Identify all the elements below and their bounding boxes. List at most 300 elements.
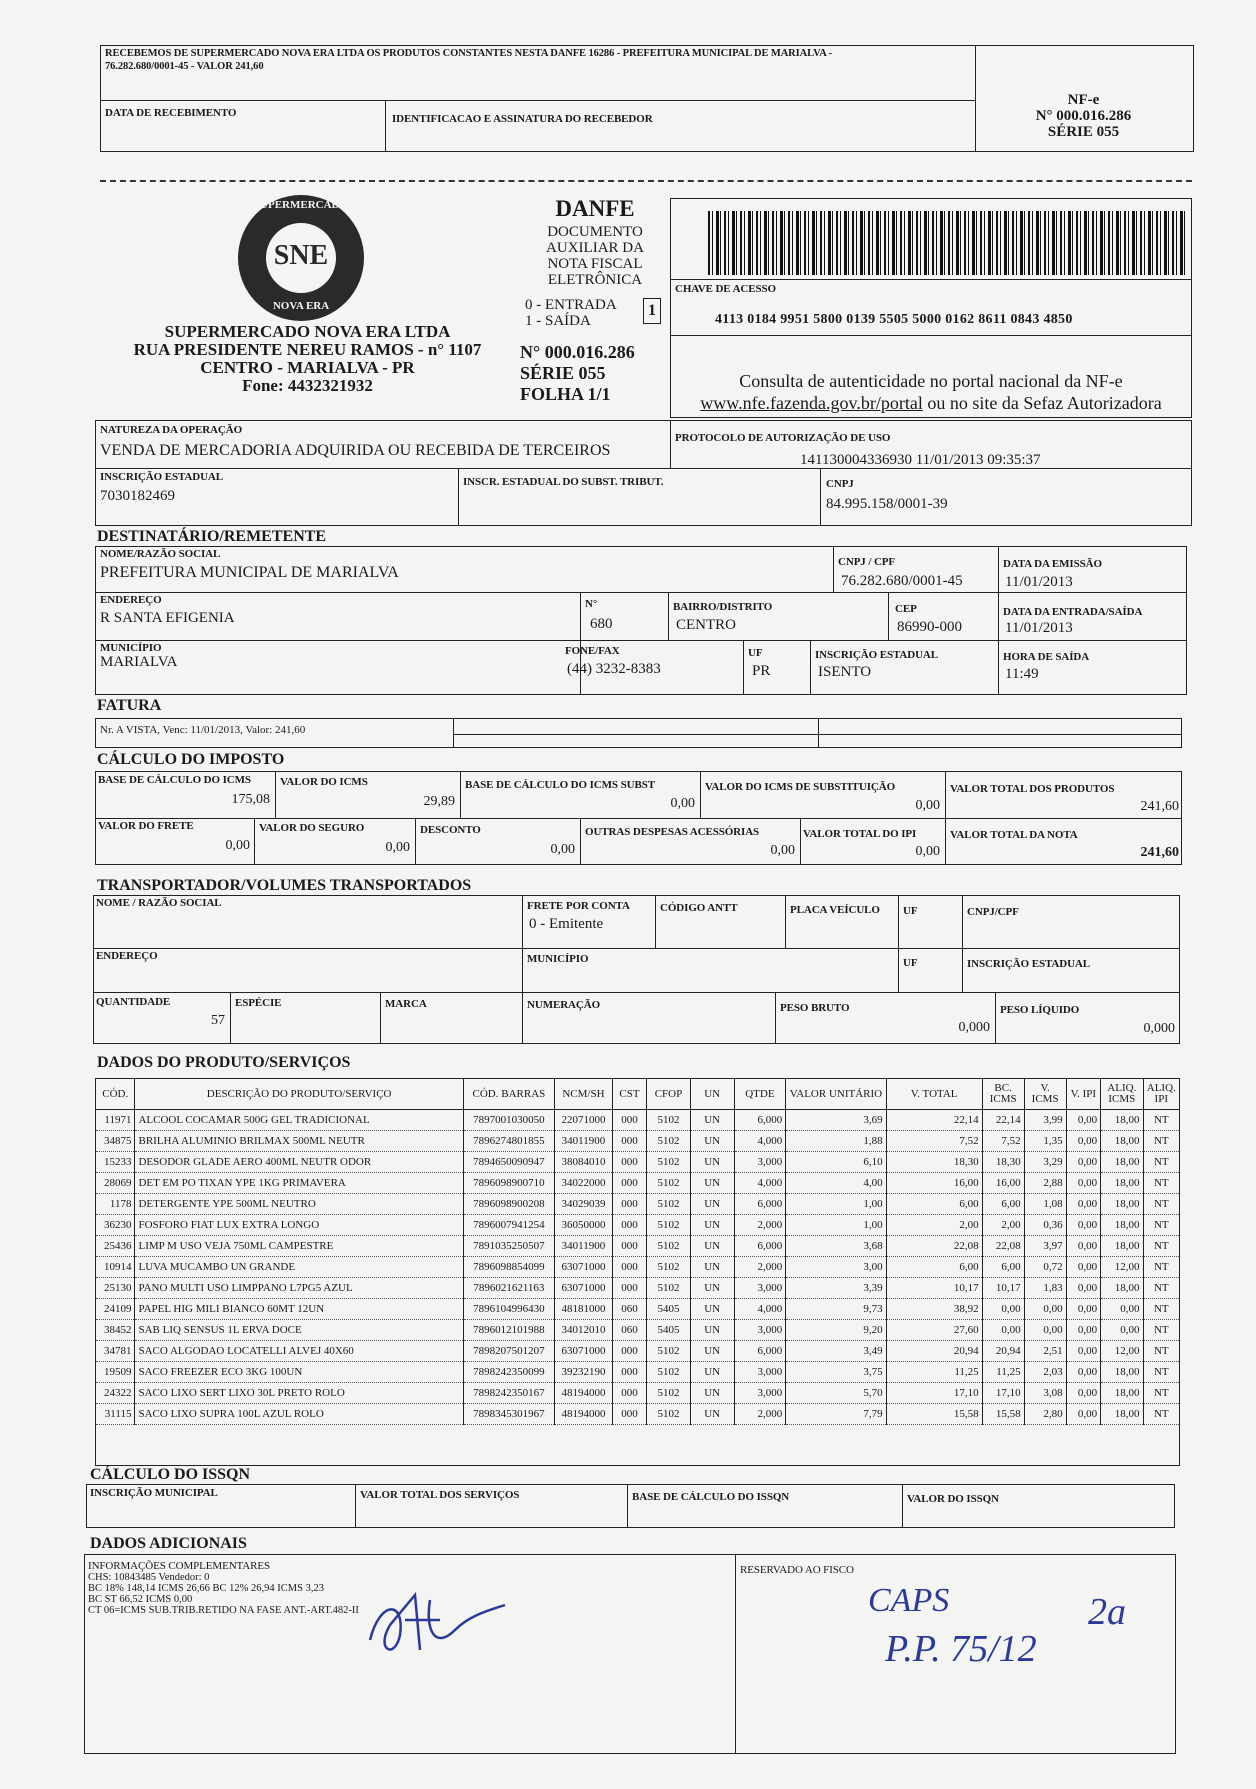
carrier-uf-label: UF	[903, 905, 918, 917]
species-label: ESPÉCIE	[235, 997, 282, 1009]
danfe-subtitle-1: DOCUMENTO	[547, 224, 643, 240]
table-cell: 0,00	[1066, 1131, 1101, 1152]
table-cell: 22,08	[982, 1236, 1024, 1257]
table-cell: UN	[690, 1194, 734, 1215]
table-row	[96, 1236, 1180, 1257]
barcode-image	[708, 211, 1186, 275]
recipient-number-label: N°	[585, 598, 598, 610]
table-cell: 38,92	[886, 1299, 982, 1320]
table-cell: 18,00	[1101, 1362, 1143, 1383]
table-cell: 15,58	[982, 1404, 1024, 1425]
handwritten-note-3: 2a	[1088, 1591, 1126, 1633]
plate-label: PLACA VEÍCULO	[790, 904, 880, 916]
complementary-line-4: CT 06=ICMS SUB.TRIB.RETIDO NA FASE ANT.-ART.482-II	[88, 1605, 359, 1616]
invoice-text: Nr. A VISTA, Venc: 11/01/2013, Valor: 241,60	[100, 724, 306, 736]
table-cell: 3,75	[786, 1362, 886, 1383]
icms-st-value: 0,00	[915, 798, 940, 813]
signature-image	[360, 1580, 510, 1670]
table-cell: 7896007941254	[463, 1215, 554, 1236]
table-cell: NT	[1143, 1278, 1179, 1299]
ie-value: 7030182469	[100, 488, 175, 504]
table-cell: 7896274801855	[463, 1131, 554, 1152]
table-cell: 5102	[647, 1194, 691, 1215]
table-cell: SACO LIXO SERT LIXO 30L PRETO ROLO	[135, 1383, 463, 1404]
quantity-value: 57	[211, 1013, 225, 1028]
fisco-reserved-label: RESERVADO AO FISCO	[740, 1564, 854, 1576]
table-cell: 0,00	[1066, 1383, 1101, 1404]
base-st-value: 0,00	[670, 796, 695, 811]
emitter-city: CENTRO - MARIALVA - PR	[200, 358, 415, 377]
table-cell: 3,000	[734, 1362, 786, 1383]
recipient-ie-label: INSCRIÇÃO ESTADUAL	[815, 649, 938, 661]
table-cell: NT	[1143, 1320, 1179, 1341]
table-cell: NT	[1143, 1215, 1179, 1236]
recipient-cnpj: 76.282.680/0001-45	[841, 573, 963, 589]
danfe-type-box: 1	[643, 298, 661, 324]
table-cell: UN	[690, 1215, 734, 1236]
table-cell: 15,58	[886, 1404, 982, 1425]
table-cell: 6,000	[734, 1341, 786, 1362]
net-weight-label: PESO LÍQUIDO	[1000, 1004, 1080, 1016]
table-cell: 48181000	[554, 1299, 612, 1320]
ipi-value: 0,00	[915, 844, 940, 859]
table-cell: DESODOR GLADE AERO 400ML NEUTR ODOR	[135, 1152, 463, 1173]
table-cell: NT	[1143, 1299, 1179, 1320]
table-cell: NT	[1143, 1236, 1179, 1257]
table-cell: 2,000	[734, 1215, 786, 1236]
complementary-line-1: CHS: 10843485 Vendedor: 0	[88, 1572, 210, 1583]
table-row	[96, 1131, 1180, 1152]
other-expenses-label: OUTRAS DESPESAS ACESSÓRIAS	[585, 826, 760, 838]
gross-weight-label: PESO BRUTO	[780, 1002, 850, 1014]
total-note-value: 241,60	[1140, 845, 1179, 860]
table-cell: 5102	[647, 1236, 691, 1257]
access-key-value: 4113 0184 9951 5800 0139 5505 5000 0162 8611 0843 4850	[715, 312, 1073, 327]
table-cell: 34781	[96, 1341, 135, 1362]
products-header-cell: DESCRIÇÃO DO PRODUTO/SERVIÇO	[135, 1079, 463, 1110]
table-cell: 18,00	[1101, 1194, 1143, 1215]
table-cell: 3,99	[1024, 1110, 1066, 1131]
table-cell: 5102	[647, 1173, 691, 1194]
table-cell: 7891035250507	[463, 1236, 554, 1257]
table-cell: 7894650090947	[463, 1152, 554, 1173]
table-cell: 34022000	[554, 1173, 612, 1194]
table-cell: 1178	[96, 1194, 135, 1215]
portal-link[interactable]: www.nfe.fazenda.gov.br/portal	[700, 393, 923, 413]
table-cell: PAPEL HIG MILI BIANCO 60MT 12UN	[135, 1299, 463, 1320]
table-cell: 18,00	[1101, 1278, 1143, 1299]
other-expenses-value: 0,00	[770, 843, 795, 858]
table-cell: BRILHA ALUMINIO BRILMAX 500ML NEUTR	[135, 1131, 463, 1152]
transport-section-title: TRANSPORTADOR/VOLUMES TRANSPORTADOS	[97, 877, 472, 894]
danfe-saida: 1 - SAÍDA	[525, 313, 591, 329]
table-cell: NT	[1143, 1362, 1179, 1383]
antt-label: CÓDIGO ANTT	[660, 902, 738, 914]
icms-value: 29,89	[423, 794, 455, 809]
table-cell: 25436	[96, 1236, 135, 1257]
recipient-ie: ISENTO	[818, 664, 872, 680]
table-cell: 7896098900710	[463, 1173, 554, 1194]
table-cell: 000	[612, 1362, 646, 1383]
table-cell: 19509	[96, 1362, 135, 1383]
table-cell: 3,29	[1024, 1152, 1066, 1173]
table-cell: 38452	[96, 1320, 135, 1341]
insurance-label: VALOR DO SEGURO	[259, 822, 365, 834]
table-cell: 0,00	[1066, 1194, 1101, 1215]
table-cell: 2,00	[886, 1215, 982, 1236]
danfe-serie: SÉRIE 055	[520, 363, 606, 383]
table-cell: 36050000	[554, 1215, 612, 1236]
table-cell: 10914	[96, 1257, 135, 1278]
products-header-cell: ALIQ. ICMS	[1101, 1079, 1143, 1110]
table-row	[96, 1194, 1180, 1215]
receipt-date-label: DATA DE RECEBIMENTO	[105, 107, 237, 119]
table-cell: 7896104996430	[463, 1299, 554, 1320]
table-cell: 5102	[647, 1152, 691, 1173]
table-cell: 0,00	[1066, 1404, 1101, 1425]
table-row	[96, 1215, 1180, 1236]
table-cell: 10,17	[886, 1278, 982, 1299]
table-cell: 0,00	[1066, 1362, 1101, 1383]
table-cell: 18,30	[886, 1152, 982, 1173]
recipient-cep-label: CEP	[895, 603, 917, 615]
table-cell: 3,000	[734, 1383, 786, 1404]
recipient-cep: 86990-000	[897, 619, 962, 635]
table-cell: 15233	[96, 1152, 135, 1173]
table-cell: 4,000	[734, 1173, 786, 1194]
table-cell: 7896098854099	[463, 1257, 554, 1278]
table-cell: 16,00	[886, 1173, 982, 1194]
cut-line	[100, 180, 1192, 182]
table-cell: 000	[612, 1152, 646, 1173]
receipt-nfe-label: NF-e	[1067, 92, 1100, 108]
danfe-subtitle-2: AUXILIAR DA	[546, 240, 644, 256]
table-cell: 1,83	[1024, 1278, 1066, 1299]
table-cell: 0,00	[1066, 1278, 1101, 1299]
table-cell: 24109	[96, 1299, 135, 1320]
table-cell: UN	[690, 1404, 734, 1425]
table-cell: 18,00	[1101, 1131, 1143, 1152]
recipient-cnpj-label: CNPJ / CPF	[838, 556, 896, 568]
consult-text-tail: ou no site da Sefaz Autorizadora	[922, 393, 1162, 413]
table-cell: 5102	[647, 1404, 691, 1425]
table-cell: 0,00	[1066, 1236, 1101, 1257]
table-cell: 9,73	[786, 1299, 886, 1320]
table-cell: 4,000	[734, 1299, 786, 1320]
table-cell: UN	[690, 1383, 734, 1404]
recipient-number: 680	[590, 616, 613, 632]
table-row	[96, 1299, 1180, 1320]
table-row	[96, 1404, 1180, 1425]
table-cell: 18,00	[1101, 1173, 1143, 1194]
table-cell: 6,00	[886, 1194, 982, 1215]
numbering-label: NUMERAÇÃO	[527, 999, 601, 1011]
logo-bottom-text: NOVA ERA	[272, 300, 330, 312]
table-cell: 000	[612, 1341, 646, 1362]
table-cell: UN	[690, 1152, 734, 1173]
total-products-value: 241,60	[1140, 799, 1179, 814]
table-cell: 34875	[96, 1131, 135, 1152]
table-cell: NT	[1143, 1131, 1179, 1152]
table-cell: 0,00	[1024, 1320, 1066, 1341]
table-cell: 7898207501207	[463, 1341, 554, 1362]
table-cell: UN	[690, 1299, 734, 1320]
handwritten-note-1: CAPS	[868, 1582, 950, 1619]
emitter-name: SUPERMERCADO NOVA ERA LTDA	[164, 322, 451, 341]
table-cell: 0,00	[1066, 1341, 1101, 1362]
table-cell: 3,00	[786, 1257, 886, 1278]
issqn-value-label: VALOR DO ISSQN	[907, 1493, 999, 1505]
table-cell: 0,00	[982, 1320, 1024, 1341]
protocol-value: 141130004336930 11/01/2013 09:35:37	[800, 452, 1041, 468]
table-cell: 11971	[96, 1110, 135, 1131]
table-cell: 34011900	[554, 1131, 612, 1152]
invoice-section-title: FATURA	[97, 697, 162, 714]
table-cell: 0,00	[1101, 1299, 1143, 1320]
table-cell: 3,49	[786, 1341, 886, 1362]
products-header-cell: NCM/SH	[554, 1079, 612, 1110]
table-cell: FOSFORO FIAT LUX EXTRA LONGO	[135, 1215, 463, 1236]
table-cell: 7896021621163	[463, 1278, 554, 1299]
table-cell: 2,88	[1024, 1173, 1066, 1194]
table-cell: 7897001030050	[463, 1110, 554, 1131]
table-cell: 5405	[647, 1320, 691, 1341]
table-cell: 0,00	[1066, 1299, 1101, 1320]
table-cell: 6,10	[786, 1152, 886, 1173]
table-cell: 7896012101988	[463, 1320, 554, 1341]
table-cell: UN	[690, 1257, 734, 1278]
table-cell: 31115	[96, 1404, 135, 1425]
table-cell: 0,00	[1066, 1152, 1101, 1173]
table-cell: 12,00	[1101, 1341, 1143, 1362]
table-cell: 3,68	[786, 1236, 886, 1257]
table-cell: 28069	[96, 1173, 135, 1194]
table-cell: 34012010	[554, 1320, 612, 1341]
entry-date: 11/01/2013	[1005, 620, 1073, 636]
products-header-cell: V. ICMS	[1024, 1079, 1066, 1110]
table-cell: 17,10	[886, 1383, 982, 1404]
table-cell: SACO ALGODAO LOCATELLI ALVEJ 40X60	[135, 1341, 463, 1362]
additional-section-title: DADOS ADICIONAIS	[90, 1535, 247, 1552]
table-cell: 5102	[647, 1110, 691, 1131]
table-cell: 6,00	[886, 1257, 982, 1278]
table-cell: 4,000	[734, 1131, 786, 1152]
products-table	[95, 1078, 1180, 1425]
table-cell: 6,000	[734, 1110, 786, 1131]
table-cell: 000	[612, 1404, 646, 1425]
table-cell: 27,60	[886, 1320, 982, 1341]
complementary-info-label: INFORMAÇÕES COMPLEMENTARES	[88, 1560, 271, 1572]
recipient-phone: (44) 3232-8383	[567, 661, 661, 677]
table-cell: 2,000	[734, 1404, 786, 1425]
table-cell: LUVA MUCAMBO UN GRANDE	[135, 1257, 463, 1278]
discount-value: 0,00	[550, 842, 575, 857]
table-cell: 18,00	[1101, 1152, 1143, 1173]
table-cell: 5102	[647, 1362, 691, 1383]
table-cell: ALCOOL COCAMAR 500G GEL TRADICIONAL	[135, 1110, 463, 1131]
table-cell: 2,80	[1024, 1404, 1066, 1425]
table-cell: 3,08	[1024, 1383, 1066, 1404]
table-cell: 000	[612, 1215, 646, 1236]
handwritten-note-2: P.P. 75/12	[885, 1628, 1037, 1670]
table-cell: 3,000	[734, 1278, 786, 1299]
ipi-label: VALOR TOTAL DO IPI	[803, 828, 917, 840]
table-cell: UN	[690, 1278, 734, 1299]
table-cell: 0,00	[1024, 1299, 1066, 1320]
table-cell: 1,00	[786, 1194, 886, 1215]
table-cell: 18,00	[1101, 1110, 1143, 1131]
table-cell: 7898242350099	[463, 1362, 554, 1383]
total-products-label: VALOR TOTAL DOS PRODUTOS	[950, 783, 1115, 795]
access-key-label: CHAVE DE ACESSO	[675, 283, 776, 295]
gross-weight-value: 0,000	[958, 1020, 990, 1035]
products-header-cell: V. TOTAL	[886, 1079, 982, 1110]
table-cell: NT	[1143, 1257, 1179, 1278]
table-cell: 2,00	[982, 1215, 1024, 1236]
table-cell: 6,000	[734, 1236, 786, 1257]
table-cell: 63071000	[554, 1341, 612, 1362]
table-cell: 7,52	[886, 1131, 982, 1152]
complementary-line-2: BC 18% 148,14 ICMS 26,66 BC 12% 26,94 ICMS 3,23	[88, 1583, 324, 1594]
table-cell: 24322	[96, 1383, 135, 1404]
issqn-base-label: BASE DE CÁLCULO DO ISSQN	[632, 1491, 790, 1503]
products-header-cell: CST	[612, 1079, 646, 1110]
table-cell: 000	[612, 1257, 646, 1278]
table-cell: 6,00	[982, 1194, 1024, 1215]
issqn-box	[86, 1484, 1175, 1528]
table-cell: NT	[1143, 1173, 1179, 1194]
table-cell: 7,79	[786, 1404, 886, 1425]
freight-label: VALOR DO FRETE	[98, 820, 194, 832]
table-cell: 7,52	[982, 1131, 1024, 1152]
table-row	[96, 1383, 1180, 1404]
table-cell: 5102	[647, 1215, 691, 1236]
recipient-uf-label: UF	[748, 647, 763, 659]
ie-st-label: INSCR. ESTADUAL DO SUBST. TRIBUT.	[463, 476, 664, 488]
table-cell: UN	[690, 1341, 734, 1362]
products-header-cell: ALIQ. IPI	[1143, 1079, 1179, 1110]
table-row	[96, 1362, 1180, 1383]
services-total-label: VALOR TOTAL DOS SERVIÇOS	[360, 1489, 520, 1501]
table-cell: 63071000	[554, 1278, 612, 1299]
products-header-cell: UN	[690, 1079, 734, 1110]
table-cell: 22,08	[886, 1236, 982, 1257]
cnpj-label: CNPJ	[826, 478, 854, 490]
table-cell: 000	[612, 1236, 646, 1257]
table-cell: 000	[612, 1131, 646, 1152]
receipt-text: RECEBEMOS DE SUPERMERCADO NOVA ERA LTDA OS PRODUTOS CONSTANTES NESTA DANFE 16286 - PREFEITURA MUNICIPAL DE MARIALVA -	[105, 48, 833, 59]
table-cell: 34011900	[554, 1236, 612, 1257]
cnpj-value: 84.995.158/0001-39	[826, 496, 948, 512]
consult-text-2	[670, 393, 1192, 414]
table-cell: 34029039	[554, 1194, 612, 1215]
products-header-cell: BC. ICMS	[982, 1079, 1024, 1110]
freight-payer-label: FRETE POR CONTA	[527, 900, 630, 912]
products-header-cell: V. IPI	[1066, 1079, 1101, 1110]
freight-payer-value: 0 - Emitente	[529, 916, 604, 932]
brand-label: MARCA	[385, 998, 427, 1010]
emission-date-label: DATA DA EMISSÃO	[1003, 558, 1102, 570]
products-section-title: DADOS DO PRODUTO/SERVIÇOS	[97, 1054, 351, 1071]
table-cell: 3,000	[734, 1320, 786, 1341]
net-weight-value: 0,000	[1143, 1021, 1175, 1036]
table-cell: 000	[612, 1173, 646, 1194]
table-cell: NT	[1143, 1404, 1179, 1425]
danfe-number: N° 000.016.286	[520, 342, 635, 362]
table-cell: 18,30	[982, 1152, 1024, 1173]
table-cell: 0,00	[1066, 1110, 1101, 1131]
exit-time: 11:49	[1005, 666, 1039, 682]
recipient-address-label: ENDEREÇO	[100, 594, 162, 606]
exit-time-label: HORA DE SAÍDA	[1003, 651, 1090, 663]
carrier-address-label: ENDEREÇO	[96, 950, 158, 962]
insurance-value: 0,00	[385, 840, 410, 855]
emitter-address: RUA PRESIDENTE NEREU RAMOS - n° 1107	[133, 340, 482, 359]
protocol-label: PROTOCOLO DE AUTORIZAÇÃO DE USO	[675, 432, 891, 444]
discount-label: DESCONTO	[420, 824, 481, 836]
icms-st-label: VALOR DO ICMS DE SUBSTITUIÇÃO	[705, 781, 896, 793]
table-cell: 6,000	[734, 1194, 786, 1215]
table-cell: PANO MULTI USO LIMPPANO L7PG5 AZUL	[135, 1278, 463, 1299]
products-header-cell: VALOR UNITÁRIO	[786, 1079, 886, 1110]
table-cell: 0,00	[1066, 1320, 1101, 1341]
danfe-entrada: 0 - ENTRADA	[525, 297, 617, 313]
products-header-cell: CFOP	[647, 1079, 691, 1110]
base-st-label: BASE DE CÁLCULO DO ICMS SUBST	[465, 779, 655, 791]
table-cell: 17,10	[982, 1383, 1024, 1404]
table-row	[96, 1341, 1180, 1362]
table-cell: 16,00	[982, 1173, 1024, 1194]
table-cell: SAB LIQ SENSUS 1L ERVA DOCE	[135, 1320, 463, 1341]
table-cell: 39232190	[554, 1362, 612, 1383]
receipt-serie: SÉRIE 055	[1047, 124, 1120, 140]
table-cell: 060	[612, 1299, 646, 1320]
table-row	[96, 1152, 1180, 1173]
table-cell: 2,51	[1024, 1341, 1066, 1362]
table-cell: 000	[612, 1110, 646, 1131]
products-header-cell: CÓD.	[96, 1079, 135, 1110]
table-cell: 7896098900208	[463, 1194, 554, 1215]
consult-text-1: Consulta de autenticidade no portal nacional da NF-e	[739, 371, 1123, 391]
recipient-phone-label: FONE/FAX	[565, 645, 620, 657]
table-cell: 3,39	[786, 1278, 886, 1299]
table-cell: 5405	[647, 1299, 691, 1320]
table-cell: UN	[690, 1173, 734, 1194]
table-cell: DETERGENTE YPE 500ML NEUTRO	[135, 1194, 463, 1215]
table-cell: 2,03	[1024, 1362, 1066, 1383]
table-cell: 2,000	[734, 1257, 786, 1278]
table-cell: 22,14	[982, 1110, 1024, 1131]
municipal-registration-label: INSCRIÇÃO MUNICIPAL	[90, 1487, 218, 1499]
table-cell: 0,00	[1066, 1173, 1101, 1194]
table-cell: 1,35	[1024, 1131, 1066, 1152]
table-cell: 4,00	[786, 1173, 886, 1194]
table-cell: 9,20	[786, 1320, 886, 1341]
ie-label: INSCRIÇÃO ESTADUAL	[100, 471, 223, 483]
table-cell: 38084010	[554, 1152, 612, 1173]
logo-top-text: SUPERMERCADO	[253, 199, 349, 211]
table-cell: 5102	[647, 1278, 691, 1299]
table-cell: 000	[612, 1194, 646, 1215]
table-cell: UN	[690, 1320, 734, 1341]
table-cell: 63071000	[554, 1257, 612, 1278]
recipient-city-label: MUNICÍPIO	[100, 642, 162, 654]
table-row	[96, 1278, 1180, 1299]
carrier-uf2-label: UF	[903, 957, 918, 969]
table-cell: SACO LIXO SUPRA 100L AZUL ROLO	[135, 1404, 463, 1425]
table-cell: 5102	[647, 1341, 691, 1362]
base-icms-label: BASE DE CÁLCULO DO ICMS	[98, 774, 251, 786]
